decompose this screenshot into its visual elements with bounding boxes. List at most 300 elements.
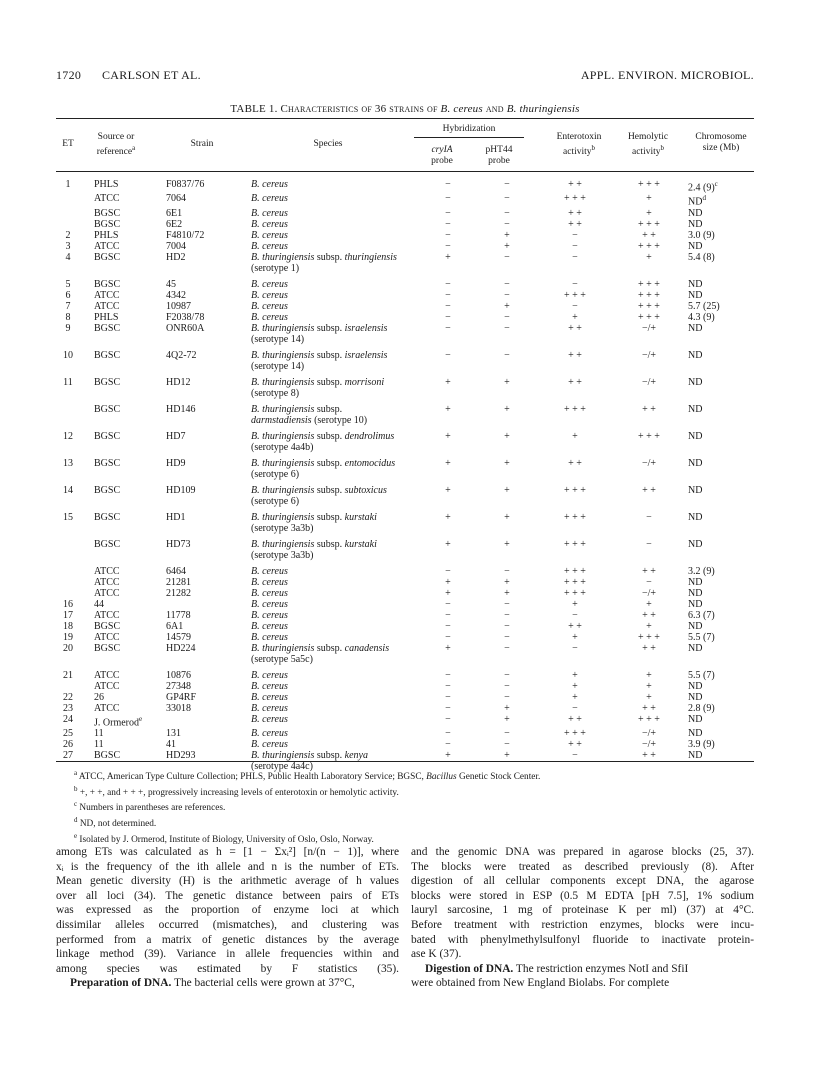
- cell-strain: 6464: [166, 565, 186, 577]
- cell-chromosome: ND: [688, 538, 703, 550]
- cell-hemolytic: +: [646, 251, 652, 263]
- cell-et: [56, 577, 80, 588]
- cell-source: BGSC: [94, 218, 121, 230]
- cell-hemolytic: + +: [642, 749, 656, 761]
- cell-hemolytic: + +: [642, 484, 656, 496]
- cell-crylA: −: [445, 620, 451, 632]
- cell-source: ATCC: [94, 576, 120, 588]
- running-head-journal: APPL. ENVIRON. MICROBIOL.: [580, 68, 754, 82]
- cell-source: BGSC: [94, 403, 121, 415]
- cell-source: BGSC: [94, 376, 121, 388]
- cell-et: [56, 681, 80, 692]
- cell-species: B. cereus: [251, 207, 288, 219]
- cell-pht44: +: [504, 587, 510, 599]
- cell-et: 2: [65, 229, 71, 241]
- cell-strain: 4Q2-72: [166, 349, 197, 361]
- cell-et: [56, 193, 80, 207]
- cell-crylA: −: [445, 207, 451, 219]
- cell-enterotoxin: + + +: [564, 587, 586, 599]
- cell-enterotoxin: + + +: [564, 403, 586, 415]
- cell-et: 24: [63, 713, 73, 725]
- cell-pht44: −: [504, 207, 510, 219]
- cell-enterotoxin: + + +: [564, 576, 586, 588]
- cell-hemolytic: + + +: [638, 631, 660, 643]
- table-row: [56, 665, 754, 681]
- cell-strain: F4810/72: [166, 229, 205, 241]
- cell-et: 11: [63, 376, 73, 388]
- cell-et: [56, 534, 80, 561]
- cell-hemolytic: +: [646, 691, 652, 703]
- body-line: blocks were stored in ESP (0.5 M EDTA [pH 7.5], 1% sodium: [411, 889, 754, 902]
- cell-chromosome: ND: [688, 457, 703, 469]
- cell-chromosome: ND: [688, 713, 703, 725]
- header-crylA: cryIA probe: [431, 145, 453, 166]
- cell-strain: HD7: [166, 430, 186, 442]
- cell-hemolytic: −: [646, 576, 652, 588]
- table-row: [56, 208, 754, 219]
- footnote: $^d$ ND, not determined.: [74, 816, 157, 830]
- body-line: lauryl sarcosine, 1 mg of proteinase K per ml) (37) at 4°C.: [411, 904, 754, 917]
- cell-pht44: −: [504, 218, 510, 230]
- cell-chromosome: ND: [688, 322, 703, 334]
- cell-species: B. cereus: [251, 702, 288, 714]
- cell-crylA: −: [445, 727, 451, 739]
- header-source: Source or reference$^a$: [96, 132, 136, 158]
- table-row: [56, 588, 754, 599]
- cell-hemolytic: +: [646, 680, 652, 692]
- cell-pht44: +: [504, 576, 510, 588]
- cell-enterotoxin: + +: [568, 322, 582, 334]
- cell-source: ATCC: [94, 702, 120, 714]
- cell-pht44: −: [504, 278, 510, 290]
- cell-species: B. cereus: [251, 289, 288, 301]
- cell-strain: HD109: [166, 484, 196, 496]
- cell-source: ATCC: [94, 193, 120, 205]
- table-row: [56, 577, 754, 588]
- cell-crylA: −: [445, 278, 451, 290]
- cell-hemolytic: + + +: [638, 289, 660, 301]
- cell-species: B. thuringiensis subsp. israelensis (serotype 14): [251, 349, 388, 372]
- cell-et: [56, 399, 80, 426]
- cell-strain: 21281: [166, 576, 191, 588]
- cell-chromosome: 2.4 $(9)^c$: [688, 180, 718, 194]
- cell-hemolytic: +: [646, 620, 652, 632]
- cell-strain: 6A1: [166, 620, 184, 632]
- cell-source: BGSC: [94, 642, 121, 654]
- cell-source: BGSC: [94, 207, 121, 219]
- cell-crylA: +: [445, 430, 451, 442]
- cell-et: 14: [63, 484, 73, 496]
- page-number: 1720: [56, 68, 82, 82]
- cell-species: B. thuringiensis subsp. entomocidus (serotype 6): [251, 457, 396, 480]
- body-line: among species was estimated by F statistics (35).: [56, 962, 399, 975]
- cell-crylA: −: [445, 565, 451, 577]
- cell-species: B. thuringiensis subsp. israelensis (serotype 14): [251, 322, 388, 345]
- cell-crylA: −: [445, 680, 451, 692]
- table-row: [56, 681, 754, 692]
- cell-chromosome: ND: [688, 749, 703, 761]
- cell-source: BGSC: [94, 620, 121, 632]
- cell-crylA: −: [445, 691, 451, 703]
- cell-enterotoxin: + + +: [564, 484, 586, 496]
- cell-chromosome: ND: [688, 218, 703, 230]
- cell-et: 25: [63, 727, 73, 739]
- table-row: [56, 561, 754, 577]
- cell-crylA: −: [445, 322, 451, 334]
- cell-species: B. cereus: [251, 576, 288, 588]
- cell-et: 13: [63, 457, 73, 469]
- cell-chromosome: ND: [688, 403, 703, 415]
- cell-et: 23: [63, 702, 73, 714]
- cell-strain: 4342: [166, 289, 186, 301]
- cell-chromosome: ND: [688, 680, 703, 692]
- cell-crylA: +: [445, 251, 451, 263]
- header-chromosome: Chromosome size (Mb): [695, 132, 747, 153]
- cell-hemolytic: −/+: [641, 457, 657, 469]
- cell-crylA: −: [445, 240, 451, 252]
- cell-enterotoxin: + +: [568, 457, 582, 469]
- cell-source: BGSC: [94, 251, 121, 263]
- cell-pht44: +: [504, 749, 510, 761]
- header-et: ET: [62, 139, 74, 149]
- table-row: [56, 312, 754, 323]
- cell-et: 15: [63, 511, 73, 523]
- cell-source: ATCC: [94, 609, 120, 621]
- table-row: [56, 507, 754, 534]
- cell-hemolytic: −/+: [641, 349, 657, 361]
- body-line: dissimilar alleles occurred (mismatches), and clustering was: [56, 918, 399, 931]
- body-line: Before treatment with restriction enzymes, blocks were incu-: [411, 918, 754, 931]
- cell-enterotoxin: +: [572, 691, 578, 703]
- cell-species: B. thuringiensis subsp. kurstaki (serotype 3a3b): [251, 538, 377, 561]
- cell-crylA: −: [445, 609, 451, 621]
- cell-species: B. cereus: [251, 631, 288, 643]
- header-enterotoxin: Enterotoxin activity$^b$: [556, 132, 602, 158]
- cell-species: B. cereus: [251, 669, 288, 681]
- table-row: [56, 610, 754, 621]
- cell-strain: 21282: [166, 587, 191, 599]
- cell-strain: 10876: [166, 669, 191, 681]
- cell-crylA: −: [445, 229, 451, 241]
- table-row: [56, 345, 754, 372]
- footnote: $^c$ Numbers in parentheses are references.: [74, 800, 226, 814]
- cell-source: BGSC: [94, 749, 121, 761]
- cell-crylA: +: [445, 511, 451, 523]
- cell-source: ATCC: [94, 680, 120, 692]
- cell-hemolytic: −: [646, 511, 652, 523]
- cell-chromosome: ND: [688, 576, 703, 588]
- cell-strain: 131: [166, 727, 181, 739]
- table-row: [56, 534, 754, 561]
- cell-strain: GP4RF: [166, 691, 197, 703]
- cell-enterotoxin: +: [572, 311, 578, 323]
- cell-enterotoxin: + + +: [564, 289, 586, 301]
- cell-pht44: −: [504, 598, 510, 610]
- body-line: bated with phenylmethylsulfonyl fluoride to inactivate protein-: [411, 933, 754, 946]
- cell-hemolytic: + + +: [638, 300, 660, 312]
- body-line: were obtained from New England Biolabs. For complete: [411, 977, 670, 990]
- cell-et: 17: [63, 609, 73, 621]
- cell-strain: 14579: [166, 631, 191, 643]
- cell-chromosome: 3.2 (9): [688, 565, 715, 577]
- cell-strain: HD2: [166, 251, 186, 263]
- cell-source: ATCC: [94, 565, 120, 577]
- cell-et: 20: [63, 642, 73, 654]
- cell-enterotoxin: + +: [568, 376, 582, 388]
- cell-species: B. thuringiensis subsp. thuringiensis (serotype 1): [251, 251, 397, 274]
- cell-species: B. thuringiensis subsp. dendrolimus (serotype 4a4b): [251, 430, 395, 453]
- cell-source: ATCC: [94, 587, 120, 599]
- cell-chromosome: 4.3 (9): [688, 311, 715, 323]
- cell-species: B. thuringiensis subsp. kenya (serotype 4a4c): [251, 749, 368, 772]
- cell-source: PHLS: [94, 311, 119, 323]
- cell-crylA: −: [445, 598, 451, 610]
- cell-enterotoxin: + + +: [564, 538, 586, 550]
- cell-hemolytic: −/+: [641, 587, 657, 599]
- running-head-authors: CARLSON ET AL.: [102, 68, 201, 82]
- cell-enterotoxin: + +: [568, 349, 582, 361]
- header-strain: Strain: [190, 139, 214, 149]
- cell-chromosome: ND: [688, 691, 703, 703]
- section-heading-line: Preparation of DNA. The bacterial cells were grown at 37°C,: [70, 977, 355, 990]
- cell-crylA: −: [445, 289, 451, 301]
- body-line: among ETs was calculated as h = [1 − Σxᵢ²] [n/(n − 1)], where: [56, 846, 399, 858]
- running-head: [56, 68, 754, 84]
- cell-et: 26: [63, 738, 73, 750]
- cell-enterotoxin: + + +: [564, 193, 586, 205]
- cell-hemolytic: −/+: [641, 322, 657, 334]
- cell-hemolytic: + +: [642, 609, 656, 621]
- cell-pht44: +: [504, 702, 510, 714]
- cell-strain: 41: [166, 738, 176, 750]
- cell-chromosome: ND: [688, 587, 703, 599]
- cell-strain: 33018: [166, 702, 191, 714]
- cell-et: 9: [65, 322, 71, 334]
- cell-strain: 27348: [166, 680, 191, 692]
- cell-et: 3: [65, 240, 71, 252]
- cell-et: 21: [63, 669, 73, 681]
- table-row: [56, 241, 754, 252]
- cell-enterotoxin: + + +: [564, 511, 586, 523]
- cell-chromosome: 5.7 (25): [688, 300, 720, 312]
- cell-source: BGSC: [94, 457, 121, 469]
- cell-species: B. thuringiensis subsp. kurstaki (serotype 3a3b): [251, 511, 377, 534]
- cell-species: B. thuringiensis subsp. morrisoni (serotype 8): [251, 376, 385, 399]
- footnote: $^a$ ATCC, American Type Culture Collection; PHLS, Public Health Laboratory Service; BGSC, Bacillus Genetic Stock Center.: [74, 769, 541, 783]
- cell-pht44: −: [504, 727, 510, 739]
- cell-pht44: −: [504, 738, 510, 750]
- header-hemolytic: Hemolytic activity$^b$: [627, 132, 669, 158]
- cell-species: B. cereus: [251, 179, 288, 190]
- cell-et: 5: [65, 278, 71, 290]
- cell-et: 8: [65, 311, 71, 323]
- cell-hemolytic: + + +: [638, 179, 660, 190]
- cell-et: [56, 588, 80, 599]
- table-row: [56, 703, 754, 714]
- cell-chromosome: $ND^d$: [688, 194, 706, 208]
- cell-enterotoxin: + + +: [564, 565, 586, 577]
- cell-enterotoxin: −: [572, 229, 578, 241]
- cell-pht44: −: [504, 565, 510, 577]
- cell-pht44: +: [504, 484, 510, 496]
- table-footnotes: [74, 768, 540, 846]
- cell-chromosome: 5.4 (8): [688, 251, 715, 263]
- cell-pht44: −: [504, 609, 510, 621]
- cell-enterotoxin: −: [572, 702, 578, 714]
- cell-et: 1: [65, 179, 71, 190]
- cell-et: 6: [65, 289, 71, 301]
- cell-species: B. thuringiensis subsp. subtoxicus (serotype 6): [251, 484, 387, 507]
- cell-crylA: +: [445, 587, 451, 599]
- cell-crylA: +: [445, 576, 451, 588]
- table-row: [56, 728, 754, 739]
- cell-chromosome: ND: [688, 207, 703, 219]
- cell-source: 26: [94, 691, 104, 703]
- cell-species: B. cereus: [251, 691, 288, 703]
- table-row: [56, 714, 754, 728]
- cell-pht44: −: [504, 349, 510, 361]
- cell-hemolytic: −/+: [641, 376, 657, 388]
- body-column-left: [56, 845, 399, 991]
- body-line: Mean genetic diversity (H) is the arithmetic average of h values: [56, 875, 399, 888]
- cell-chromosome: 2.8 (9): [688, 702, 715, 714]
- body-line: xᵢ is the frequency of the ith allele and n is the number of ETs.: [56, 860, 399, 873]
- cell-crylA: −: [445, 300, 451, 312]
- cell-et: 27: [63, 749, 73, 761]
- cell-source: BGSC: [94, 322, 121, 334]
- table-row: [56, 453, 754, 480]
- cell-strain: 6E1: [166, 207, 183, 219]
- cell-pht44: −: [504, 179, 510, 190]
- table-row: [56, 480, 754, 507]
- cell-et: 7: [65, 300, 71, 312]
- cell-pht44: −: [504, 289, 510, 301]
- cell-species: B. cereus: [251, 680, 288, 692]
- cell-pht44: +: [504, 403, 510, 415]
- cell-et: 12: [63, 430, 73, 442]
- cell-species: B. cereus: [251, 229, 288, 241]
- cell-crylA: +: [445, 538, 451, 550]
- cell-source: ATCC: [94, 631, 120, 643]
- body-line: ase K (37).: [411, 948, 462, 961]
- cell-hemolytic: + + +: [638, 240, 660, 252]
- cell-pht44: −: [504, 620, 510, 632]
- cell-enterotoxin: +: [572, 631, 578, 643]
- cell-source: ATCC: [94, 289, 120, 301]
- cell-pht44: +: [504, 713, 510, 725]
- cell-species: B. cereus: [251, 620, 288, 632]
- cell-chromosome: ND: [688, 349, 703, 361]
- cell-enterotoxin: + +: [568, 218, 582, 230]
- cell-pht44: +: [504, 300, 510, 312]
- table-row: [56, 290, 754, 301]
- cell-source: 11: [94, 727, 104, 739]
- cell-chromosome: 3.0 (9): [688, 229, 715, 241]
- cell-strain: [146, 599, 248, 610]
- body-line: over all loci (34). The genetic distance between pairs of ETs: [56, 889, 399, 902]
- cell-hemolytic: −: [646, 538, 652, 550]
- body-column-right: [411, 845, 754, 991]
- cell-strain: 10987: [166, 300, 191, 312]
- cell-chromosome: ND: [688, 376, 703, 388]
- hybridization-rule: [414, 137, 524, 138]
- cell-hemolytic: + +: [642, 403, 656, 415]
- cell-chromosome: ND: [688, 430, 703, 442]
- table-row: [56, 643, 754, 665]
- cell-species: B. cereus: [251, 738, 288, 750]
- cell-enterotoxin: + +: [568, 207, 582, 219]
- footnote: $^b$ +, + +, and + + +, progressively increasing levels of enterotoxin or hemolytic activity.: [74, 784, 399, 798]
- cell-pht44: +: [504, 430, 510, 442]
- cell-et: 10: [63, 349, 73, 361]
- cell-enterotoxin: −: [572, 642, 578, 654]
- cell-enterotoxin: + +: [568, 620, 582, 632]
- body-line: digestion of all cellular components except DNA, the agarose: [411, 875, 754, 888]
- cell-crylA: −: [445, 702, 451, 714]
- cell-chromosome: 5.5 (7): [688, 669, 715, 681]
- cell-strain: HD1: [166, 511, 186, 523]
- cell-strain: 6E2: [166, 218, 183, 230]
- cell-species: B. cereus: [251, 193, 288, 205]
- body-line: performed from a matrix of genetic distances by the average: [56, 933, 399, 946]
- cell-strain: 7064: [166, 193, 186, 205]
- cell-source: BGSC: [94, 430, 121, 442]
- cell-pht44: −: [504, 691, 510, 703]
- cell-chromosome: ND: [688, 727, 703, 739]
- cell-enterotoxin: +: [572, 680, 578, 692]
- table-row: [56, 632, 754, 643]
- cell-hemolytic: −/+: [641, 738, 657, 750]
- cell-chromosome: ND: [688, 484, 703, 496]
- cell-species: B. cereus: [251, 609, 288, 621]
- cell-enterotoxin: −: [572, 609, 578, 621]
- cell-enterotoxin: + +: [568, 179, 582, 190]
- cell-pht44: +: [504, 511, 510, 523]
- cell-crylA: +: [445, 376, 451, 388]
- cell-source: J. Ormerod$^e$: [94, 714, 143, 728]
- cell-crylA: −: [445, 713, 451, 725]
- table-row: [56, 274, 754, 290]
- cell-chromosome: ND: [688, 511, 703, 523]
- cell-strain: 11778: [166, 609, 191, 621]
- cell-strain: 45: [166, 278, 176, 290]
- cell-enterotoxin: −: [572, 251, 578, 263]
- table-row: [56, 252, 754, 274]
- cell-species: B. cereus: [251, 727, 288, 739]
- table-row: [56, 193, 754, 207]
- header-hybridization: Hybridization: [442, 124, 496, 134]
- cell-crylA: +: [445, 403, 451, 415]
- cell-strain: HD146: [166, 403, 196, 415]
- cell-et: [56, 208, 80, 219]
- table-top-rule: [56, 118, 754, 119]
- cell-enterotoxin: +: [572, 430, 578, 442]
- cell-et: 4: [65, 251, 71, 263]
- cell-strain: HD224: [166, 642, 196, 654]
- cell-chromosome: ND: [688, 278, 703, 290]
- cell-et: 22: [63, 691, 73, 703]
- cell-enterotoxin: + +: [568, 713, 582, 725]
- cell-source: BGSC: [94, 484, 121, 496]
- cell-hemolytic: + + +: [638, 713, 660, 725]
- header-species: Species: [313, 139, 343, 149]
- cell-crylA: −: [445, 193, 451, 205]
- cell-enterotoxin: −: [572, 300, 578, 312]
- cell-enterotoxin: −: [572, 240, 578, 252]
- cell-hemolytic: +: [646, 207, 652, 219]
- table-row: [56, 372, 754, 399]
- cell-hemolytic: +: [646, 669, 652, 681]
